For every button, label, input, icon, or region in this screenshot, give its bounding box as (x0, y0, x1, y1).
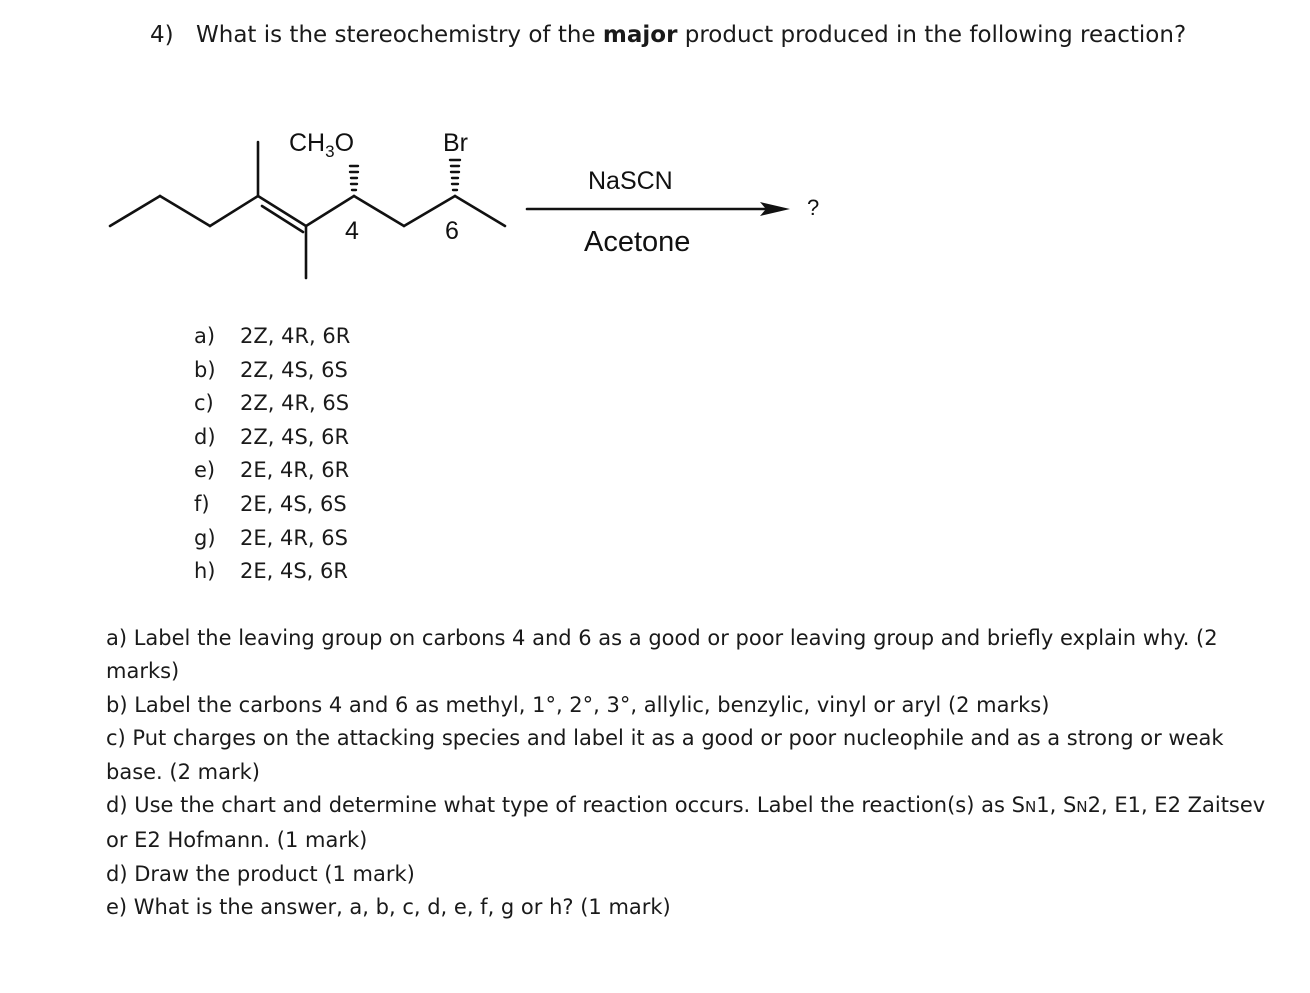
task-c: c) Put charges on the attacking species and label it as a good or poor nucleophile and as a strong or weak base. (2 mark) (106, 726, 1224, 784)
bond-c1-ethyl (110, 196, 160, 226)
question-emphasis: major (602, 22, 678, 48)
answer-options (194, 320, 350, 589)
product-unknown: ? (807, 195, 820, 220)
carbon-4-label: 4 (345, 217, 359, 245)
option-b: b) 2Z, 4S, 6S (194, 357, 348, 382)
bromo-label: Br (443, 129, 468, 157)
bond-c5-c6 (354, 196, 404, 226)
question-number: 4) (150, 22, 174, 48)
task-list (106, 622, 1286, 925)
carbon-6-label: 6 (445, 217, 459, 245)
question-text-end: product produced in the following reaction? (677, 22, 1187, 48)
option-e: e) 2E, 4R, 6R (194, 458, 350, 483)
task-e: e) What is the answer, a, b, c, d, e, f, g or h? (1 mark) (106, 895, 671, 920)
option-a: a) 2Z, 4R, 6R (194, 324, 351, 348)
bond-c2-c3 (210, 196, 258, 226)
option-h: h) 2E, 4S, 6R (194, 559, 348, 584)
hashed-wedge-methoxy (350, 166, 358, 190)
hashed-wedge-bromo (450, 160, 460, 190)
task-d-draw: d) Draw the product (1 mark) (106, 861, 415, 886)
bond-c3-c4-double (258, 196, 306, 226)
question-text-start: What is the stereochemistry of the (196, 22, 603, 48)
task-a: a) Label the leaving group on carbons 4 and 6 as a good or poor leaving group and briefly explain why. (2 marks) (106, 626, 1218, 684)
reagent-label: NaSCN (588, 167, 673, 195)
option-d: d) 2Z, 4S, 6R (194, 424, 350, 449)
bond-c7-c8 (455, 196, 505, 226)
task-b: b) Label the carbons 4 and 6 as methyl, 1°, 2°, 3°, allylic, benzylic, vinyl or aryl (2 marks) (106, 692, 1050, 717)
methoxy-label: $CH_3O$ (289, 129, 355, 161)
option-f: f) 2E, 4S, 6S (194, 491, 347, 516)
task-d-reaction-type: d) Use the chart and determine what type of reaction occurs. Label the reaction(s) as SN1, SN2, E1, E2 Zaitsev or E2 Hofmann. (1 mark) (106, 793, 1266, 853)
reaction-scheme (0, 0, 1310, 300)
bond-ethyl-c2 (160, 196, 210, 226)
option-g: g) 2E, 4R, 6S (194, 525, 348, 550)
option-c: c) 2Z, 4R, 6S (194, 391, 350, 416)
solvent-label: Acetone (584, 226, 691, 258)
